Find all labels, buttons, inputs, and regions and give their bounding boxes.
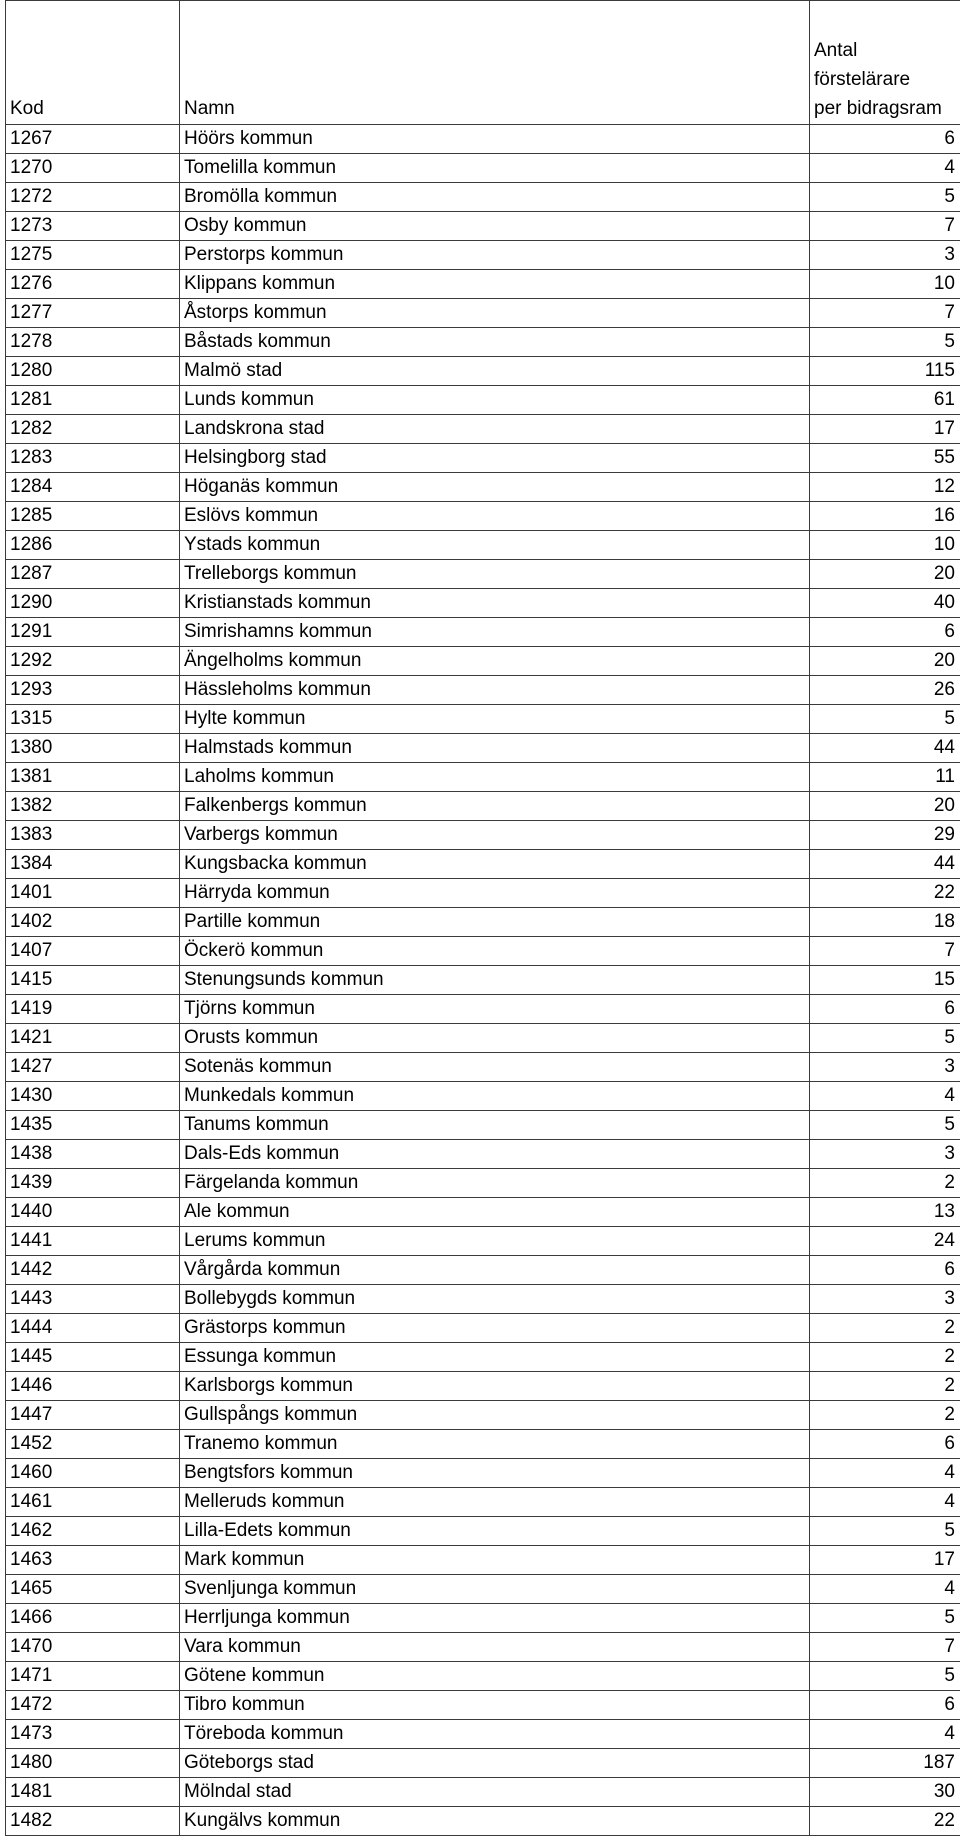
cell-namn: Sotenäs kommun bbox=[180, 1053, 810, 1082]
table-row bbox=[6, 1227, 960, 1256]
table-row bbox=[6, 908, 960, 937]
cell-antal: 4 bbox=[810, 1082, 960, 1111]
cell-antal: 4 bbox=[810, 1459, 960, 1488]
table-row bbox=[6, 1459, 960, 1488]
cell-kod: 1466 bbox=[6, 1604, 180, 1633]
cell-kod: 1471 bbox=[6, 1662, 180, 1691]
cell-kod: 1280 bbox=[6, 357, 180, 386]
cell-antal: 187 bbox=[810, 1749, 960, 1778]
cell-namn: Falkenbergs kommun bbox=[180, 792, 810, 821]
table-row bbox=[6, 241, 960, 270]
table-row bbox=[6, 763, 960, 792]
table-row bbox=[6, 1024, 960, 1053]
cell-namn: Lilla-Edets kommun bbox=[180, 1517, 810, 1546]
table-row bbox=[6, 1256, 960, 1285]
cell-namn: Herrljunga kommun bbox=[180, 1604, 810, 1633]
cell-kod: 1382 bbox=[6, 792, 180, 821]
cell-kod: 1439 bbox=[6, 1169, 180, 1198]
table-row bbox=[6, 1488, 960, 1517]
table-row bbox=[6, 444, 960, 473]
cell-kod: 1461 bbox=[6, 1488, 180, 1517]
cell-antal: 6 bbox=[810, 1256, 960, 1285]
cell-antal: 17 bbox=[810, 1546, 960, 1575]
cell-kod: 1462 bbox=[6, 1517, 180, 1546]
cell-namn: Orusts kommun bbox=[180, 1024, 810, 1053]
table-row bbox=[6, 850, 960, 879]
cell-kod: 1290 bbox=[6, 589, 180, 618]
cell-kod: 1472 bbox=[6, 1691, 180, 1720]
cell-kod: 1287 bbox=[6, 560, 180, 589]
cell-antal: 12 bbox=[810, 473, 960, 502]
cell-kod: 1384 bbox=[6, 850, 180, 879]
table-row bbox=[6, 821, 960, 850]
cell-antal: 7 bbox=[810, 937, 960, 966]
cell-kod: 1452 bbox=[6, 1430, 180, 1459]
table-row bbox=[6, 1169, 960, 1198]
table-header bbox=[6, 1, 960, 125]
table-row bbox=[6, 705, 960, 734]
cell-antal: 4 bbox=[810, 1575, 960, 1604]
table-row bbox=[6, 792, 960, 821]
table-row bbox=[6, 1053, 960, 1082]
table-row bbox=[6, 1807, 960, 1836]
cell-antal: 5 bbox=[810, 1662, 960, 1691]
cell-kod: 1291 bbox=[6, 618, 180, 647]
cell-kod: 1402 bbox=[6, 908, 180, 937]
cell-antal: 44 bbox=[810, 734, 960, 763]
cell-kod: 1277 bbox=[6, 299, 180, 328]
header-antal bbox=[810, 1, 960, 125]
table-row bbox=[6, 328, 960, 357]
cell-namn: Karlsborgs kommun bbox=[180, 1372, 810, 1401]
cell-namn: Öckerö kommun bbox=[180, 937, 810, 966]
document-page bbox=[5, 0, 960, 1836]
cell-antal: 3 bbox=[810, 241, 960, 270]
cell-kod: 1278 bbox=[6, 328, 180, 357]
table-row bbox=[6, 212, 960, 241]
cell-namn: Kungälvs kommun bbox=[180, 1807, 810, 1836]
cell-kod: 1442 bbox=[6, 1256, 180, 1285]
table-row bbox=[6, 1720, 960, 1749]
table-row bbox=[6, 473, 960, 502]
cell-antal: 26 bbox=[810, 676, 960, 705]
cell-kod: 1285 bbox=[6, 502, 180, 531]
table-row bbox=[6, 995, 960, 1024]
cell-kod: 1407 bbox=[6, 937, 180, 966]
cell-namn: Lunds kommun bbox=[180, 386, 810, 415]
table-row bbox=[6, 676, 960, 705]
cell-antal: 5 bbox=[810, 1604, 960, 1633]
cell-kod: 1286 bbox=[6, 531, 180, 560]
cell-antal: 3 bbox=[810, 1140, 960, 1169]
cell-antal: 55 bbox=[810, 444, 960, 473]
cell-namn: Båstads kommun bbox=[180, 328, 810, 357]
cell-namn: Bollebygds kommun bbox=[180, 1285, 810, 1314]
cell-antal: 20 bbox=[810, 647, 960, 676]
cell-namn: Bengtsfors kommun bbox=[180, 1459, 810, 1488]
cell-namn: Tanums kommun bbox=[180, 1111, 810, 1140]
cell-antal: 4 bbox=[810, 154, 960, 183]
table-row bbox=[6, 879, 960, 908]
cell-antal: 6 bbox=[810, 995, 960, 1024]
cell-namn: Ängelholms kommun bbox=[180, 647, 810, 676]
table-row bbox=[6, 154, 960, 183]
table-row bbox=[6, 1111, 960, 1140]
cell-kod: 1427 bbox=[6, 1053, 180, 1082]
table-row bbox=[6, 937, 960, 966]
table-row bbox=[6, 1778, 960, 1807]
cell-antal: 2 bbox=[810, 1343, 960, 1372]
cell-kod: 1419 bbox=[6, 995, 180, 1024]
cell-kod: 1415 bbox=[6, 966, 180, 995]
cell-kod: 1465 bbox=[6, 1575, 180, 1604]
cell-antal: 5 bbox=[810, 1517, 960, 1546]
table-row bbox=[6, 1285, 960, 1314]
cell-antal: 4 bbox=[810, 1720, 960, 1749]
cell-namn: Tranemo kommun bbox=[180, 1430, 810, 1459]
cell-namn: Hylte kommun bbox=[180, 705, 810, 734]
cell-namn: Malmö stad bbox=[180, 357, 810, 386]
cell-antal: 10 bbox=[810, 531, 960, 560]
table-row bbox=[6, 589, 960, 618]
cell-antal: 6 bbox=[810, 1691, 960, 1720]
cell-antal: 11 bbox=[810, 763, 960, 792]
cell-kod: 1441 bbox=[6, 1227, 180, 1256]
table-row bbox=[6, 299, 960, 328]
table-row bbox=[6, 270, 960, 299]
cell-antal: 16 bbox=[810, 502, 960, 531]
cell-kod: 1315 bbox=[6, 705, 180, 734]
cell-namn: Tomelilla kommun bbox=[180, 154, 810, 183]
cell-kod: 1482 bbox=[6, 1807, 180, 1836]
table-row bbox=[6, 1604, 960, 1633]
cell-namn: Melleruds kommun bbox=[180, 1488, 810, 1517]
cell-namn: Stenungsunds kommun bbox=[180, 966, 810, 995]
table-row bbox=[6, 1546, 960, 1575]
table-row bbox=[6, 1343, 960, 1372]
cell-namn: Töreboda kommun bbox=[180, 1720, 810, 1749]
table-row bbox=[6, 183, 960, 212]
table-row bbox=[6, 1314, 960, 1343]
table-row bbox=[6, 1198, 960, 1227]
cell-namn: Färgelanda kommun bbox=[180, 1169, 810, 1198]
cell-kod: 1481 bbox=[6, 1778, 180, 1807]
cell-antal: 15 bbox=[810, 966, 960, 995]
cell-namn: Halmstads kommun bbox=[180, 734, 810, 763]
cell-kod: 1283 bbox=[6, 444, 180, 473]
cell-namn: Partille kommun bbox=[180, 908, 810, 937]
cell-antal: 6 bbox=[810, 1430, 960, 1459]
cell-antal: 22 bbox=[810, 1807, 960, 1836]
cell-kod: 1401 bbox=[6, 879, 180, 908]
cell-namn: Osby kommun bbox=[180, 212, 810, 241]
cell-antal: 3 bbox=[810, 1285, 960, 1314]
cell-kod: 1293 bbox=[6, 676, 180, 705]
cell-antal: 20 bbox=[810, 560, 960, 589]
cell-antal: 2 bbox=[810, 1169, 960, 1198]
cell-kod: 1430 bbox=[6, 1082, 180, 1111]
cell-namn: Kungsbacka kommun bbox=[180, 850, 810, 879]
cell-namn: Helsingborg stad bbox=[180, 444, 810, 473]
cell-namn: Varbergs kommun bbox=[180, 821, 810, 850]
cell-namn: Hässleholms kommun bbox=[180, 676, 810, 705]
cell-namn: Ystads kommun bbox=[180, 531, 810, 560]
cell-kod: 1473 bbox=[6, 1720, 180, 1749]
table-row bbox=[6, 966, 960, 995]
cell-antal: 20 bbox=[810, 792, 960, 821]
cell-antal: 6 bbox=[810, 125, 960, 154]
cell-antal: 7 bbox=[810, 1633, 960, 1662]
cell-kod: 1470 bbox=[6, 1633, 180, 1662]
cell-namn: Göteborgs stad bbox=[180, 1749, 810, 1778]
cell-antal: 2 bbox=[810, 1401, 960, 1430]
cell-namn: Bromölla kommun bbox=[180, 183, 810, 212]
cell-namn: Eslövs kommun bbox=[180, 502, 810, 531]
cell-kod: 1272 bbox=[6, 183, 180, 212]
cell-namn: Essunga kommun bbox=[180, 1343, 810, 1372]
header-antal-line: förstelärare bbox=[814, 69, 911, 90]
cell-antal: 5 bbox=[810, 183, 960, 212]
cell-kod: 1435 bbox=[6, 1111, 180, 1140]
table-row bbox=[6, 618, 960, 647]
header-namn: Namn bbox=[180, 1, 810, 125]
cell-namn: Kristianstads kommun bbox=[180, 589, 810, 618]
cell-kod: 1292 bbox=[6, 647, 180, 676]
cell-kod: 1463 bbox=[6, 1546, 180, 1575]
table-row bbox=[6, 1517, 960, 1546]
cell-kod: 1284 bbox=[6, 473, 180, 502]
cell-namn: Vara kommun bbox=[180, 1633, 810, 1662]
cell-namn: Dals-Eds kommun bbox=[180, 1140, 810, 1169]
table-row bbox=[6, 357, 960, 386]
cell-namn: Mölndal stad bbox=[180, 1778, 810, 1807]
cell-antal: 4 bbox=[810, 1488, 960, 1517]
header-kod: Kod bbox=[6, 1, 180, 125]
cell-namn: Simrishamns kommun bbox=[180, 618, 810, 647]
cell-antal: 5 bbox=[810, 1024, 960, 1053]
table-row bbox=[6, 1430, 960, 1459]
cell-kod: 1440 bbox=[6, 1198, 180, 1227]
cell-namn: Götene kommun bbox=[180, 1662, 810, 1691]
cell-namn: Svenljunga kommun bbox=[180, 1575, 810, 1604]
table-row bbox=[6, 1691, 960, 1720]
cell-antal: 40 bbox=[810, 589, 960, 618]
cell-antal: 10 bbox=[810, 270, 960, 299]
cell-namn: Grästorps kommun bbox=[180, 1314, 810, 1343]
table-row bbox=[6, 502, 960, 531]
cell-kod: 1282 bbox=[6, 415, 180, 444]
cell-namn: Klippans kommun bbox=[180, 270, 810, 299]
cell-namn: Härryda kommun bbox=[180, 879, 810, 908]
cell-namn: Vårgårda kommun bbox=[180, 1256, 810, 1285]
cell-namn: Laholms kommun bbox=[180, 763, 810, 792]
cell-namn: Mark kommun bbox=[180, 1546, 810, 1575]
cell-kod: 1443 bbox=[6, 1285, 180, 1314]
cell-antal: 29 bbox=[810, 821, 960, 850]
header-antal-line: Antal bbox=[814, 40, 858, 61]
cell-namn: Lerums kommun bbox=[180, 1227, 810, 1256]
cell-kod: 1275 bbox=[6, 241, 180, 270]
table-row bbox=[6, 1633, 960, 1662]
cell-antal: 115 bbox=[810, 357, 960, 386]
table-row bbox=[6, 1372, 960, 1401]
cell-namn: Tibro kommun bbox=[180, 1691, 810, 1720]
cell-kod: 1267 bbox=[6, 125, 180, 154]
cell-antal: 61 bbox=[810, 386, 960, 415]
cell-kod: 1480 bbox=[6, 1749, 180, 1778]
cell-antal: 30 bbox=[810, 1778, 960, 1807]
cell-antal: 7 bbox=[810, 299, 960, 328]
cell-kod: 1281 bbox=[6, 386, 180, 415]
table-row bbox=[6, 1140, 960, 1169]
cell-kod: 1446 bbox=[6, 1372, 180, 1401]
table-row bbox=[6, 531, 960, 560]
cell-namn: Munkedals kommun bbox=[180, 1082, 810, 1111]
cell-namn: Trelleborgs kommun bbox=[180, 560, 810, 589]
cell-namn: Ale kommun bbox=[180, 1198, 810, 1227]
cell-namn: Tjörns kommun bbox=[180, 995, 810, 1024]
table-row bbox=[6, 1401, 960, 1430]
cell-antal: 24 bbox=[810, 1227, 960, 1256]
header-antal-line: per bidragsram bbox=[814, 98, 942, 119]
cell-namn: Landskrona stad bbox=[180, 415, 810, 444]
table-body bbox=[6, 125, 960, 1836]
table-row bbox=[6, 415, 960, 444]
cell-antal: 5 bbox=[810, 328, 960, 357]
cell-antal: 2 bbox=[810, 1314, 960, 1343]
cell-antal: 2 bbox=[810, 1372, 960, 1401]
cell-namn: Höganäs kommun bbox=[180, 473, 810, 502]
cell-antal: 5 bbox=[810, 1111, 960, 1140]
cell-kod: 1444 bbox=[6, 1314, 180, 1343]
cell-namn: Åstorps kommun bbox=[180, 299, 810, 328]
cell-kod: 1460 bbox=[6, 1459, 180, 1488]
cell-kod: 1270 bbox=[6, 154, 180, 183]
table-row bbox=[6, 647, 960, 676]
cell-kod: 1421 bbox=[6, 1024, 180, 1053]
cell-antal: 44 bbox=[810, 850, 960, 879]
cell-antal: 3 bbox=[810, 1053, 960, 1082]
cell-antal: 22 bbox=[810, 879, 960, 908]
cell-kod: 1276 bbox=[6, 270, 180, 299]
cell-kod: 1381 bbox=[6, 763, 180, 792]
cell-antal: 5 bbox=[810, 705, 960, 734]
cell-kod: 1447 bbox=[6, 1401, 180, 1430]
table-row bbox=[6, 1575, 960, 1604]
table-row bbox=[6, 1662, 960, 1691]
cell-antal: 6 bbox=[810, 618, 960, 647]
cell-antal: 13 bbox=[810, 1198, 960, 1227]
header-row bbox=[6, 1, 960, 125]
table-row bbox=[6, 386, 960, 415]
cell-kod: 1445 bbox=[6, 1343, 180, 1372]
cell-kod: 1438 bbox=[6, 1140, 180, 1169]
municipality-table bbox=[5, 0, 960, 1836]
table-row bbox=[6, 125, 960, 154]
table-row bbox=[6, 1749, 960, 1778]
table-row bbox=[6, 1082, 960, 1111]
cell-namn: Höörs kommun bbox=[180, 125, 810, 154]
cell-antal: 7 bbox=[810, 212, 960, 241]
cell-antal: 18 bbox=[810, 908, 960, 937]
cell-kod: 1380 bbox=[6, 734, 180, 763]
cell-kod: 1383 bbox=[6, 821, 180, 850]
cell-antal: 17 bbox=[810, 415, 960, 444]
cell-namn: Gullspångs kommun bbox=[180, 1401, 810, 1430]
table-row bbox=[6, 560, 960, 589]
table-row bbox=[6, 734, 960, 763]
cell-namn: Perstorps kommun bbox=[180, 241, 810, 270]
cell-kod: 1273 bbox=[6, 212, 180, 241]
